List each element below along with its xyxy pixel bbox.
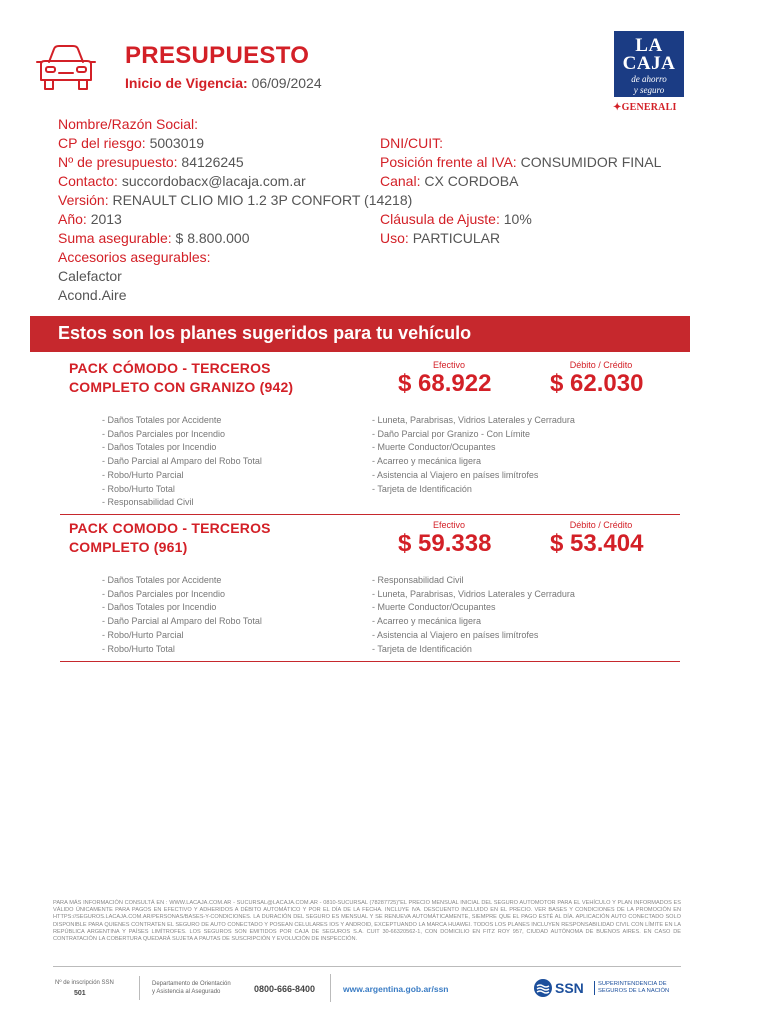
canal-label: Canal: bbox=[380, 173, 421, 189]
debito-price: $ 53.404 bbox=[550, 530, 644, 557]
cp-label: CP del riesgo: bbox=[58, 135, 146, 151]
argentina-gob-link[interactable]: www.argentina.gob.ar/ssn bbox=[343, 984, 449, 994]
generali-lion-icon: ✦ bbox=[613, 102, 622, 113]
nombre-field bbox=[58, 115, 198, 133]
debito-label: Débito / Crédito bbox=[569, 520, 633, 530]
phone-number[interactable]: 0800-666-8400 bbox=[254, 984, 316, 994]
accesorios-field bbox=[58, 248, 211, 266]
logo-line4: y seguro bbox=[633, 85, 665, 95]
coverage-item: - Robo/Hurto Parcial bbox=[102, 469, 184, 480]
debito-label: Débito / Crédito bbox=[569, 360, 633, 370]
ssn-logo-text: SSN bbox=[555, 980, 584, 996]
plan-name-line1: PACK CÓMODO - TERCEROS bbox=[69, 360, 271, 376]
orientation-department bbox=[152, 980, 231, 996]
debito-price: $ 62.030 bbox=[550, 370, 644, 397]
plan-name bbox=[69, 519, 271, 557]
generali-logo bbox=[613, 102, 677, 113]
ssn-registration-number: 501 bbox=[74, 990, 86, 997]
coverage-item: - Responsabilidad Civil bbox=[102, 497, 194, 508]
plan-divider bbox=[60, 661, 680, 662]
version-field bbox=[58, 191, 412, 209]
coverage-item: - Acarreo y mecánica ligera bbox=[372, 616, 482, 627]
coverage-item: - Muerte Conductor/Ocupantes bbox=[372, 602, 496, 613]
ssn-emblem-icon bbox=[533, 978, 553, 998]
ssn-registration-label: Nº de inscripción SSN bbox=[55, 980, 114, 986]
vigencia-value: 06/09/2024 bbox=[251, 75, 322, 91]
la-caja-logo bbox=[614, 31, 684, 97]
ssn-sub-line2: SEGUROS DE LA NACIÓN bbox=[598, 988, 670, 994]
coverage-list-left bbox=[102, 414, 262, 510]
coverage-item: - Acarreo y mecánica ligera bbox=[372, 456, 482, 467]
efectivo-price: $ 59.338 bbox=[398, 530, 492, 557]
contacto-value: succordobacx@lacaja.com.ar bbox=[121, 173, 306, 189]
dep-line2: y Asistencia al Asegurado bbox=[152, 989, 221, 995]
accesorios-label: Accesorios asegurables: bbox=[58, 249, 211, 265]
clausula-label: Cláusula de Ajuste: bbox=[380, 211, 500, 227]
presupuesto-label: Nº de presupuesto: bbox=[58, 154, 178, 170]
coverage-item: - Robo/Hurto Total bbox=[102, 643, 175, 654]
cp-field bbox=[58, 134, 204, 152]
coverage-item: - Daño Parcial por Granizo - Con Límite bbox=[372, 428, 531, 439]
coverage-item: - Daño Parcial al Amparo del Robo Total bbox=[102, 616, 262, 627]
coverage-item: - Daños Totales por Accidente bbox=[102, 415, 222, 425]
footer-separator bbox=[330, 974, 331, 1002]
iva-field bbox=[380, 153, 661, 171]
plan-name-line2: COMPLETO (961) bbox=[69, 539, 188, 555]
suma-field bbox=[58, 229, 250, 247]
coverage-item: - Tarjeta de Identificación bbox=[372, 643, 472, 654]
coverage-item: - Robo/Hurto Total bbox=[102, 483, 175, 494]
ssn-subtitle bbox=[594, 981, 669, 995]
coverage-item: - Asistencia al Viajero en países limítrofes bbox=[372, 469, 539, 480]
footer-separator bbox=[139, 976, 140, 1000]
efectivo-label: Efectivo bbox=[432, 360, 465, 370]
coverage-item: - Luneta, Parabrisas, Vidrios Laterales y Cerradura bbox=[372, 415, 575, 425]
efectivo-label: Efectivo bbox=[432, 520, 465, 530]
clausula-value: 10% bbox=[503, 211, 532, 227]
dep-line1: Departamento de Orientación bbox=[152, 981, 231, 987]
plan-name-line2: COMPLETO CON GRANIZO (942) bbox=[69, 379, 294, 395]
coverage-item: - Daños Totales por Accidente bbox=[102, 575, 222, 585]
footer-divider bbox=[53, 966, 681, 967]
uso-value: PARTICULAR bbox=[412, 230, 501, 246]
anio-label: Año: bbox=[58, 211, 87, 227]
coverage-item: - Muerte Conductor/Ocupantes bbox=[372, 442, 496, 453]
vigencia bbox=[125, 75, 322, 91]
accesorio-item: Acond.Aire bbox=[58, 287, 127, 303]
efectivo-price: $ 68.922 bbox=[398, 370, 492, 397]
version-value: RENAULT CLIO MIO 1.2 3P CONFORT (14218) bbox=[112, 192, 413, 208]
nombre-label: Nombre/Razón Social: bbox=[58, 116, 199, 132]
logo-line3: de ahorro bbox=[631, 74, 667, 84]
iva-label: Posición frente al IVA: bbox=[380, 154, 517, 170]
coverage-item: - Daño Parcial al Amparo del Robo Total bbox=[102, 456, 262, 467]
canal-field bbox=[380, 172, 518, 190]
coverage-item: - Robo/Hurto Parcial bbox=[102, 629, 184, 640]
canal-value: CX CORDOBA bbox=[424, 173, 519, 189]
cp-value: 5003019 bbox=[149, 135, 205, 151]
dni-label: DNI/CUIT: bbox=[380, 135, 443, 151]
clausula-field bbox=[380, 210, 532, 228]
page-title: PRESUPUESTO bbox=[125, 42, 310, 69]
plan-name-line1: PACK COMODO - TERCEROS bbox=[69, 520, 271, 536]
suma-value: $ 8.800.000 bbox=[175, 230, 250, 246]
uso-label: Uso: bbox=[380, 230, 409, 246]
coverage-item: - Responsabilidad Civil bbox=[372, 575, 464, 585]
coverage-list-right bbox=[372, 414, 575, 496]
plans-banner bbox=[30, 316, 690, 352]
coverage-item: - Daños Parciales por Incendio bbox=[102, 588, 226, 599]
iva-value: CONSUMIDOR FINAL bbox=[520, 154, 662, 170]
logo-line2: CAJA bbox=[622, 53, 676, 74]
coverage-item: - Daños Totales por Incendio bbox=[102, 602, 217, 613]
presupuesto-field bbox=[58, 153, 244, 171]
coverage-list-right bbox=[372, 574, 575, 656]
suma-label: Suma asegurable: bbox=[58, 230, 172, 246]
coverage-item: - Daños Totales por Incendio bbox=[102, 442, 217, 453]
plan-name bbox=[69, 359, 293, 397]
accesorio-item: Calefactor bbox=[58, 268, 122, 284]
contacto-field bbox=[58, 172, 306, 190]
uso-field bbox=[380, 229, 500, 247]
anio-field bbox=[58, 210, 122, 228]
contacto-label: Contacto: bbox=[58, 173, 118, 189]
dni-field bbox=[380, 134, 443, 152]
coverage-list-left bbox=[102, 574, 262, 656]
coverage-item: - Luneta, Parabrisas, Vidrios Laterales y Cerradura bbox=[372, 588, 575, 599]
legal-text: PARA MÁS INFORMACIÓN CONSULTÁ EN : WWW.LACAJA.COM.AR - SUCURSAL@LACAJA.COM.AR - 0810-SUCURSAL (78287725)"EL PRECIO MENSUAL INICIAL DEL SEGURO AUTOMOTOR PARA EL VEHÍCULO Y PLAN INFORMADOS ES VÁLIDO ÚNICAMENTE PARA PAGOS EN EFECTIVO Y ADHERIDOS A DÉBITO AUTOMÁTICO Y POR EL DÍA DE LA FECHA. INCLUYE IVA. DESCUENTO INCLUIDO EN EL PRECIO. VER BASES Y CONDICIONES DE LA PROMOCIÓN EN HTTPS://SEGUROS.LACAJA.COM.AR/PERSONAS/BASES-Y-CONDICIONES. LA DURACIÓN DEL SEGURO ES MENSUAL Y SE RENUEVA AUTOMÁTICAMENTE, SIEMPRE QUE EL PAGO ESTÉ AL DÍA. APLICACIÓN AUTO CONECTADO SOLO DISPONIBLE PARA QUIENES CONTRATEN EL SEGURO DE AUTO CONECTADO Y POSEAN CELULARES IOS Y ANDROID, EXCEPTUANDO LA MARCA HUAWEI. TODOS LOS PLANES INCLUYEN RESPONSABILIDAD CIVIL CON LÍMITE EN LA REPÚBLICA ARGENTINA Y PAÍSES LIMÍTROFES. LOS SEGUROS SON EMITIDOS POR CAJA DE SEGUROS S.A. CUIT 30-66320562-1, CON DOMICILIO EN FITZ ROY 957, CIUDAD AUTÓNOMA DE BUENOS AIRES. EN CASO DE CONTRATACIÓN LA COBERTURA QUEDARÁ SUJETA A PAUTAS DE SUSCRIPCIÓN Y EVOLUCIÓN DE INSPECCIÓN. bbox=[53, 900, 681, 943]
anio-value: 2013 bbox=[90, 211, 122, 227]
coverage-item: - Tarjeta de Identificación bbox=[372, 483, 472, 494]
vigencia-label: Inicio de Vigencia: bbox=[125, 75, 248, 91]
plan-divider bbox=[60, 514, 680, 515]
generali-text: GENERALI bbox=[621, 102, 677, 113]
plans-banner-text: Estos son los planes sugeridos para tu vehículo bbox=[58, 323, 472, 343]
presupuesto-value: 84126245 bbox=[181, 154, 244, 170]
coverage-item: - Daños Parciales por Incendio bbox=[102, 428, 226, 439]
logo-line1: LA bbox=[635, 35, 663, 56]
version-label: Versión: bbox=[58, 192, 109, 208]
car-icon bbox=[35, 42, 97, 94]
coverage-item: - Asistencia al Viajero en países limítrofes bbox=[372, 629, 539, 640]
ssn-sub-line1: SUPERINTENDENCIA DE bbox=[598, 981, 667, 987]
